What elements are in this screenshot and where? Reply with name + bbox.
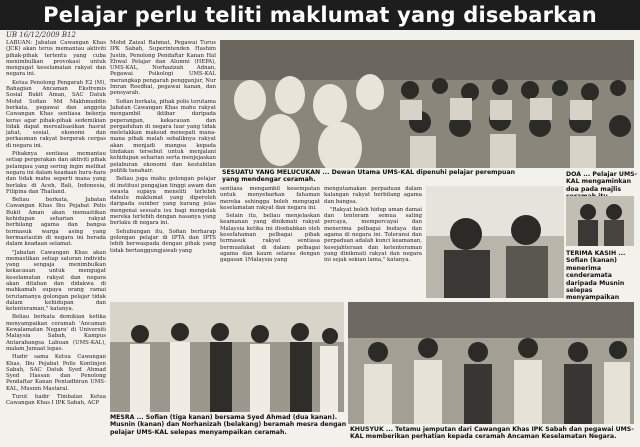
caption-lead: SESUATU YANG MELUCUKAN (222, 169, 321, 176)
paragraph: Mohd Zaizal Rahmat, Pegawai Turus IPK Sabah, Superintenden Hashim Justin, Penolong Pendaftar Kanan Hal Ehwal Pelajar dan Alumni (HEPA), UMS-KAL, Norhazizah Adnan, Pegawai Psikologi UMS-KAL merangkap pengarah pengganjur, Nur Imran Reedhal, pegawai kanan, dan pensyarah. (110, 40, 216, 97)
paragraph: Turut hadir Timbalan Ketua Cawangan Khas I IPK Sabah, ACP (6, 394, 106, 407)
paragraph: "Rakyat boleh hidup aman damai dan tenteram semua saling percaya, mempercayai dan menerima pelbagai budaya dan agama di negara ini. Toleransi dan perpaduan adalah kunci keamanan, kesejahteraan dan ketenteraman yang dinikmati rakyat dan negara ini sejak sekian lama," katanya. (324, 206, 422, 264)
caption-text: ... Dewan Utama UMS-KAL dipenuhi pelajar perempuan yang mendengar ceramah. (222, 169, 516, 184)
article-column-3 (220, 186, 320, 298)
caption-text: ... Tetamu jemputan dari Cawangan Khas IPK Sabah dan pegawai UMS-KAL memberikan perhatian kepada ceramah Ancaman Keselamatan Negara. (350, 426, 634, 441)
paragraph: mengutamakan perpaduan dalam kalangan rakyat berbilang agama dan bangsa. (324, 186, 422, 205)
date-stamp: UB 16/12/2009 B12 (6, 31, 76, 39)
terima-kasih-illustration (566, 196, 634, 246)
doa-illustration (426, 186, 564, 298)
caption-text: ... Sofian (kanan) menerima cenderamata daripada Musnin selepas menyampaikan (566, 250, 626, 302)
paragraph: Pihaknya sentiasa memantau setiap pergerakan dan aktiviti pihak pelampau yang sering ingin melihat negara ini dalam keadaan huru-hara dan tidak mahu seperti mana yang berlaku di Aceh, Bali, Indonesia, Filipina dan Thailand. (6, 151, 106, 195)
caption-text: ... Pelajar UMS-KAL mengaminkan doa pada majlis (566, 171, 638, 193)
mesra-illustration (110, 302, 344, 412)
terima-kasih-photo (566, 196, 634, 246)
paragraph: Ketua Penolong Pengarah E2 (M), Bahagian Ancaman Ekstremis Sosial Bukit Aman, SAC Datuk Mohd Sofian Md Makhmuddin berkata, pegawai dan anggota Cawangan Khas sentiasa bekerja keras agar pihak-pihak sedemikian tidak dapat merealisasikan hasrat jahat, sosial, ekonomi dan perkauman rakyat bergerak cergas di negara ini. (6, 79, 106, 149)
doa-photo (426, 186, 564, 298)
paragraph: Selain itu, beliau menjelaskan keamanan yang dinikmati rakyat Malaysia ketika ini disebabkan oleh kesefahaman pelbagai pihak termasuk rakyat sentiasa bermuafakat di dalam pelbagai agama dan kaum selaras dengan gagasan 1Malaysia yang (220, 213, 320, 264)
crowd-photo (220, 40, 634, 168)
mesra-photo (110, 302, 344, 412)
paragraph: "Jabatan Cawangan Khas akan memastikan setiap saluran individu yang sengaja menimbulkan kekacauan untuk mengugat keselamatan rakyat dan negara akan ditahan dan didakwa di mahkamah supaya orang ramai terutamanya golongan pelajar tidak dalam kehidupan dan ketenteraman," katanya. (6, 249, 106, 313)
paragraph: Beliau juga mahu golongan pelajar di institusi pengajian tinggi awam dan swasta supaya meneliti terlebih dahulu maklumat yang diperoleh daripada sumber yang kurang jelas mengenai sesuatu isu bagi mengelak mereka terlebih dengan nasanya yang berlaku di negara ini. (110, 176, 216, 227)
paragraph: Hadir sama Ketua Cawangan Khas, Ibu Pejabat Polis Kontinjen Sabah, SAC Datuk Syed Ahmad Syed Hassan dan Penolong Pendaftar Kanan Pentadbiran UMS-KAL, Musnin Mastaral. (6, 354, 106, 392)
paragraph: Sehubungan itu, Sofian berharap golongan pelajar di IPTA dan IPTS lebih berwaspada dengan pihak yang tidak bertanggungjawab yang (110, 228, 216, 254)
khusyuk-caption (350, 426, 636, 441)
caption-text: ... Sofian (tiga kanan) bersama Syed Ahmad (dua kanan). Musnin (kanan) dan Norhanizah (belakang) beramah mesra dengan pelajar UMS-KAL selepas menyampaikan ceramah. (110, 414, 347, 436)
article-column-1 (6, 40, 106, 444)
caption-lead: DOA (566, 171, 582, 178)
crowd-illustration (220, 40, 634, 168)
caption-lead: KHUSYUK (350, 426, 384, 433)
article-column-4 (324, 186, 422, 298)
paragraph: Sofian berkata, pihak polis terutama Jabatan Cawangan Khas mahu rakyat mengambil iktibar daripada peperangan, kekacauan dan pergaduhan di negara luar yang tidak meletakkan maksud menepati mana-mana pihak malah sebaliknya rakyat akan menjadi mangsa kepada tindakan tersebut untuk menjalani kehidupan seharian serta menjejaskan pelaburan ekonomi dan kestabilan politik tanahair. (110, 98, 216, 174)
caption-lead: TERIMA KASIH (566, 250, 617, 257)
paragraph: Beliau berkata, Jabatan Cawangan Khas Ibu Pejabat Polis Bukit Aman akan memastikan kehidupan seharian rakyat berbilang agama dan bangsa termasuk warga asing yang bermastautin di negara ini berada dalam keadaan selamat. (6, 197, 106, 248)
mesra-caption (110, 414, 350, 436)
article-column-2 (110, 40, 216, 298)
terima-kasih-caption (566, 250, 638, 309)
khusyuk-photo (348, 302, 634, 424)
headline: Pelajar perlu teliti maklumat yang disebarkan (0, 0, 640, 30)
paragraph: LABUAN: Jabatan Cawangan Khas (JCK) akan terus memantau aktiviti pihak-pihak tertentu yang cuba menimbulkan provokasi untuk mengugat keselamatan rakyat dan negara ini. (6, 40, 106, 78)
caption-lead: MESRA (110, 414, 135, 421)
paragraph: Beliau berkata demikian ketika menyampaikan ceramah 'Ancaman Kewalamatan Negara' di Universiti Malaysia Sabah, Kampus Antarabangsa Labuan (UMS-KAL), malam Jumaat lepas. (6, 314, 106, 352)
crowd-caption (222, 169, 522, 184)
paragraph: sentiasa mengambil kesempatan untuk menyebarkan fahaman mereka sehingga boleh mengugat keselamatan rakyat dan negara ini. (220, 186, 320, 211)
khusyuk-illustration (348, 302, 634, 424)
